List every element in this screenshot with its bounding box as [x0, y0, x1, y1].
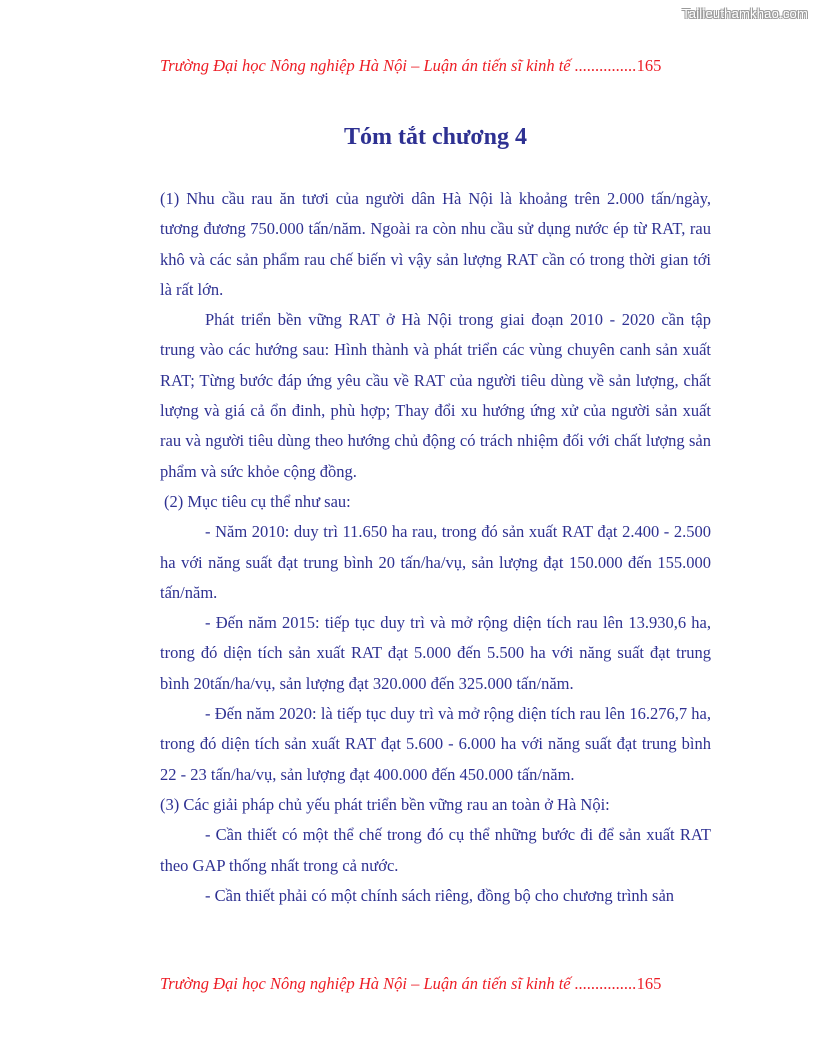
paragraph-2: Phát triển bền vững RAT ở Hà Nội trong giai đoạn 2010 - 2020 cần tập trung vào các hướng sau: Hình thành và phát triển các vùng chuyên canh sản xuất RAT; Từng bước đáp ứng yêu cầu về RAT của người tiêu dùng về sản lượng, chất lượng và giá cả ổn đinh, phù hợp; Thay đổi xu hướng ứng xử của người sản xuất rau và người tiêu dùng theo hướng chủ động có trách nhiệm đối với chất lượng sản phẩm và sức khỏe cộng đồng.	[160, 310, 711, 481]
paragraph-7: (3) Các giải pháp chủ yếu phát triển bền vững rau an toàn ở Hà Nội:	[160, 794, 610, 814]
paragraph-3: (2) Mục tiêu cụ thể như sau:	[164, 491, 351, 511]
paragraph-8: - Cần thiết có một thể chế trong đó cụ thể những bước đi để sản xuất RAT theo GAP thống nhất trong cả nước.	[160, 825, 711, 875]
running-header	[160, 56, 661, 76]
running-footer-text: Trường Đại học Nông nghiệp Hà Nội – Luận án tiến sĩ kinh tế ...............	[160, 974, 637, 993]
chapter-title: Tóm tắt chương 4	[343, 124, 528, 150]
paragraph-1: (1) Nhu cầu rau ăn tươi của người dân Hà Nội là khoảng trên 2.000 tấn/ngày, tương đương 750.000 tấn/năm. Ngoài ra còn nhu cầu sử dụng nước ép từ RAT, rau khô và các sản phẩm rau chế biến vì vậy sản lượng RAT cần có trong thời gian tới là rất lớn.	[160, 189, 711, 299]
paragraph-5: - Đến năm 2015: tiếp tục duy trì và mở rộng diện tích rau lên 13.930,6 ha, trong đó diện tích sản xuất RAT đạt 5.000 đến 5.500 ha với năng suất đạt trung bình 20tấn/ha/vụ, sản lượng đạt 320.000 đến 325.000 tấn/năm.	[160, 613, 711, 693]
paragraph-4: - Năm 2010: duy trì 11.650 ha rau, trong đó sản xuất RAT đạt 2.400 - 2.500 ha với năng suất đạt trung bình 20 tấn/ha/vụ, sản lượng đạt 150.000 đến 155.000 tấn/năm.	[160, 522, 711, 602]
running-header-text: Trường Đại học Nông nghiệp Hà Nội – Luận án tiến sĩ kinh tế ...............	[160, 56, 637, 75]
footer-page-number: 165	[636, 974, 662, 993]
running-footer	[160, 974, 661, 994]
header-page-number: 165	[636, 56, 662, 75]
paragraph-6: - Đến năm 2020: là tiếp tục duy trì và mở rộng diện tích rau lên 16.276,7 ha, trong đó diện tích sản xuất RAT đạt 5.600 - 6.000 ha với năng suất đạt trung bình 22 - 23 tấn/ha/vụ, sản lượng đạt 400.000 đến 450.000 tấn/năm.	[160, 704, 711, 784]
watermark: Tailieuthamkhao.com	[682, 6, 808, 21]
paragraph-9: - Cần thiết phải có một chính sách riêng, đồng bộ cho chương trình sản	[205, 885, 675, 905]
body-text	[160, 184, 711, 911]
